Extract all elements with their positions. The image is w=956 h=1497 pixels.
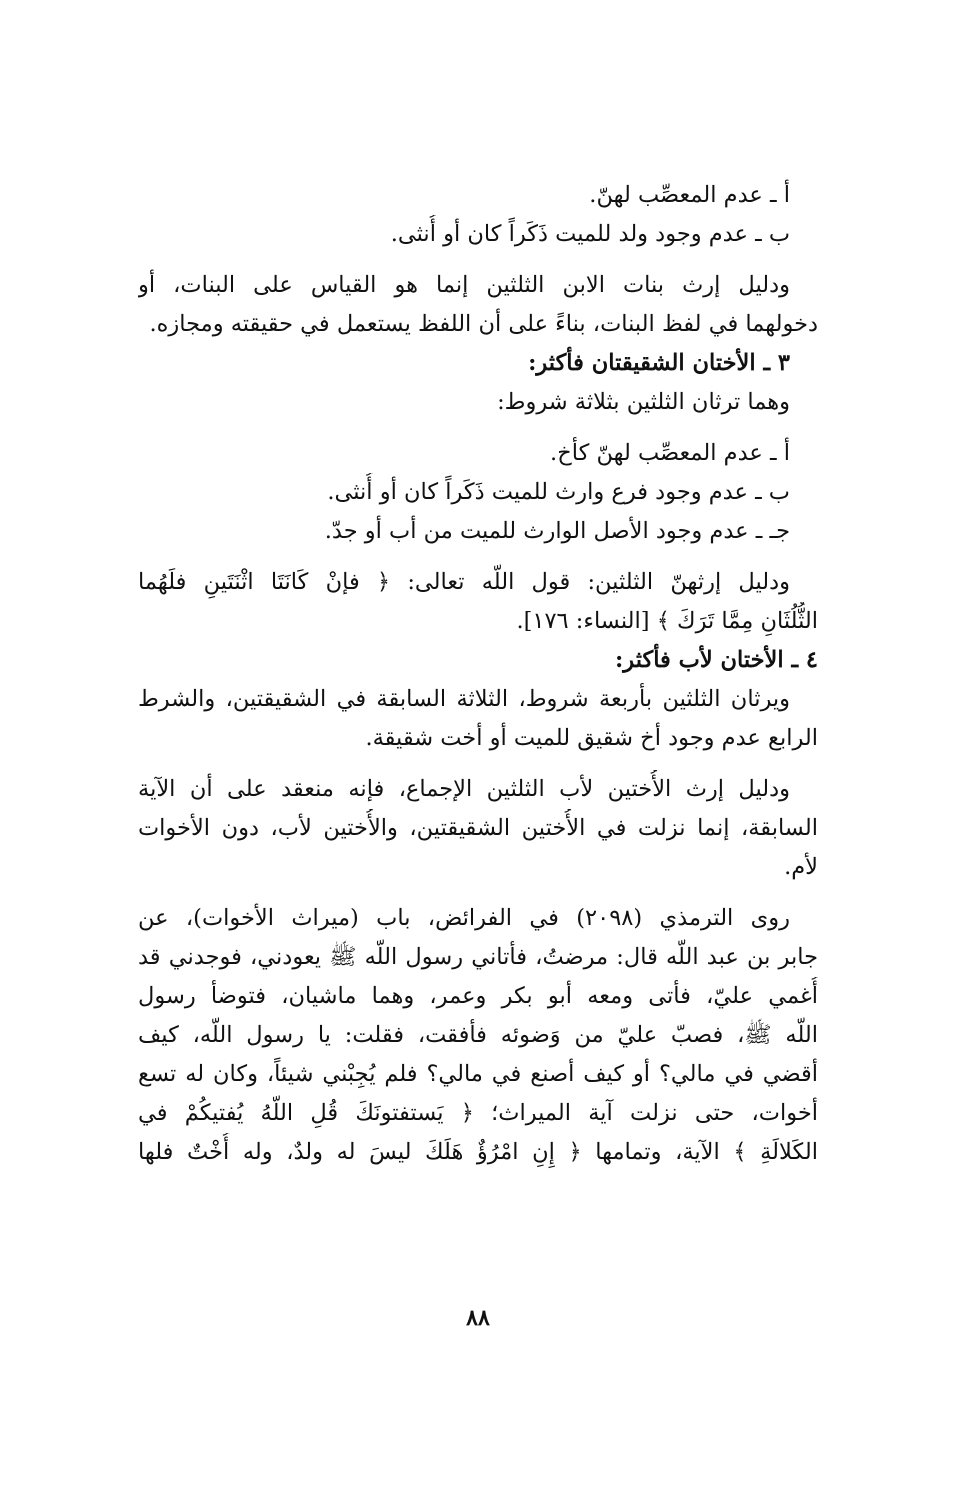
text-line: الثُّلُثَانِ مِمَّا تَرَكَ ﴾ [النساء: ١٧٦]. — [516, 608, 818, 634]
text-line: وهما ترثان الثلثين بثلاثة شروط: — [497, 389, 790, 415]
page-body-text — [138, 176, 818, 1172]
paragraph-gap — [138, 254, 818, 266]
text-line: دخولهما في لفظ البنات، بناءً على أن اللفظ يستعمل في حقيقته ومجازه. — [149, 311, 818, 337]
text-line: جـ ـ عدم وجود الأصل الوارث للميت من أب أو جدّ. — [324, 518, 790, 544]
text-line: اللّه ﷺ، فصبّ عليّ من وَضوئه فأفقت، فقلت: يا رسول اللّه، كيف — [138, 1022, 818, 1048]
text-line: أقضي في مالي؟ أو كيف أصنع في مالي؟ فلم يُجِبْني شيئاً، وكان له تسع — [138, 1061, 818, 1087]
text-line: أُغمي عليّ، فأتى ومعه أبو بكر وعمر، وهما ماشيان، فتوضأ رسول — [138, 983, 818, 1009]
page-number: ٨٨ — [466, 1305, 490, 1331]
section-heading: ٤ ـ الأختان لأب فأكثر: — [614, 647, 818, 673]
text-line: الكَلالَةِ ﴾ الآية، وتمامها ﴿ إِنِ امْرُؤٌ هَلَكَ ليسَ له ولدٌ، وله أُخْتٌ فلها — [138, 1139, 818, 1165]
section-heading: ٣ ـ الأختان الشقيقتان فأكثر: — [528, 350, 790, 376]
text-line: ودليل إرث بنات الابن الثلثين إنما هو القياس على البنات، أو — [138, 272, 790, 298]
text-line: ب ـ عدم وجود فرع وارث للميت ذَكَراً كان أو أُنثى. — [327, 479, 790, 505]
text-line: روى الترمذي (٢٠٩٨) في الفرائض، باب (ميراث الأخوات)، عن — [138, 905, 790, 931]
text-line: السابقة، إنما نزلت في الأُختين الشقيقتين، والأُختين لأب، دون الأخوات — [138, 815, 818, 841]
text-line: جابر بن عبد اللّه قال: مرضتُ، فأتاني رسول اللّه ﷺ يعودني، فوجدني قد — [138, 944, 818, 970]
text-line: الرابع عدم وجود أخ شقيق للميت أو أخت شقيقة. — [365, 725, 818, 751]
text-line: ويرثان الثلثين بأربعة شروط، الثلاثة السابقة في الشقيقتين، والشرط — [138, 686, 790, 712]
paragraph-gap — [138, 422, 818, 434]
text-line: أ ـ عدم المعصِّب لهنّ كأخ. — [550, 440, 790, 466]
text-line: ودليل إرث الأُختين لأب الثلثين الإجماع، فإنه منعقد على أن الآية — [138, 776, 790, 802]
text-line: لأم. — [784, 854, 818, 880]
text-line: أخوات، حتى نزلت آية الميراث؛ ﴿ يَستفتونَكَ قُلِ اللّهُ يُفتيكُمْ في — [138, 1100, 818, 1126]
text-line: أ ـ عدم المعصِّب لهنّ. — [589, 182, 790, 208]
paragraph-gap — [138, 758, 818, 770]
text-line: ب ـ عدم وجود ولد للميت ذَكَراً كان أو أُنثى. — [390, 221, 790, 247]
text-line: ودليل إرثهنّ الثلثين: قول اللّه تعالى: ﴿ فإنْ كَانَتَا اثْنَتَينِ فلَهُما — [138, 569, 790, 595]
paragraph-gap — [138, 887, 818, 899]
paragraph-gap — [138, 551, 818, 563]
